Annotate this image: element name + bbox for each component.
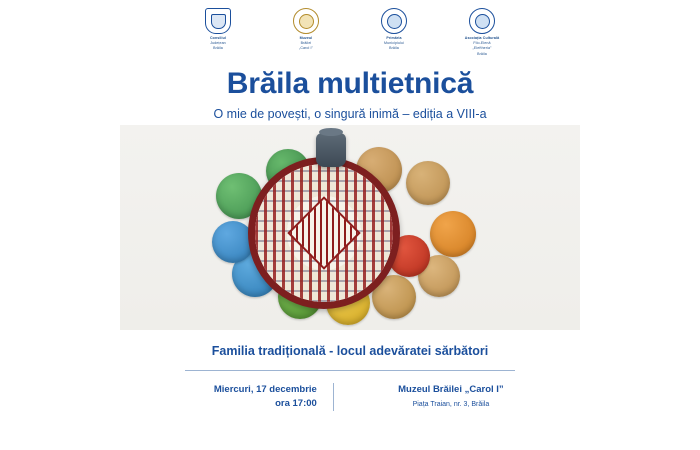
venue-name: Muzeul Brăilei „Carol I” — [398, 383, 504, 395]
logo-line-1: Asociația Culturală — [464, 36, 500, 40]
logo-asociatia-culturala-eleftheria — [445, 8, 519, 57]
logo-primaria-municipiului-braila — [357, 8, 431, 52]
logo-caption — [384, 36, 404, 52]
event-time: ora 17:00 — [275, 398, 317, 410]
page-title: Brăila multietnică — [226, 66, 474, 100]
logo-line-3: „Carol I” — [299, 46, 313, 51]
logo-caption — [299, 36, 313, 52]
logo-muzeul-brailei-carol-i — [269, 8, 343, 52]
logo-caption — [465, 36, 499, 57]
logo-caption — [210, 36, 226, 52]
shield-icon — [205, 8, 231, 34]
footer — [120, 383, 580, 412]
poster — [120, 0, 580, 450]
crown-emblem-icon — [293, 8, 319, 34]
logo-line-2: Brăilei — [300, 41, 312, 46]
logo-line-2: Județean — [210, 41, 226, 46]
tagline: Familia tradițională - locul adevăratei sărbători — [211, 343, 489, 358]
logo-line-2: Municipiului — [384, 41, 404, 46]
venue-address: Piața Traian, nr. 3, Brăila — [412, 401, 490, 409]
logo-bar — [120, 0, 580, 59]
event-date: Miercuri, 17 decembrie — [213, 383, 317, 395]
laurel-seal-icon — [469, 8, 495, 34]
logo-line-3: Brăila — [213, 46, 223, 51]
wooden-figure-icon — [316, 133, 346, 167]
wood-piece-orange-right — [430, 211, 476, 257]
city-seal-icon — [381, 8, 407, 34]
logo-line-2: Filo-Elenă — [473, 41, 491, 46]
footer-datetime — [148, 383, 334, 412]
logo-line-3: „Eleftheria” — [472, 46, 492, 51]
logo-line-4: Brăila — [477, 51, 487, 56]
footer-venue — [334, 383, 552, 412]
wood-piece-natural-topright — [406, 161, 450, 205]
embroidered-plate — [248, 157, 400, 309]
page-subtitle: O mie de povești, o singură inimă – ediția a VIII-a — [213, 106, 487, 121]
logo-consiliul-judetean-braila — [181, 8, 255, 52]
logo-line-1: Consiliul — [209, 36, 227, 40]
poster-artwork — [120, 125, 580, 330]
logo-line-3: Brăila — [389, 46, 399, 51]
divider — [185, 370, 515, 371]
logo-line-1: Primăria — [386, 36, 402, 40]
logo-line-1: Muzeul — [299, 36, 313, 40]
